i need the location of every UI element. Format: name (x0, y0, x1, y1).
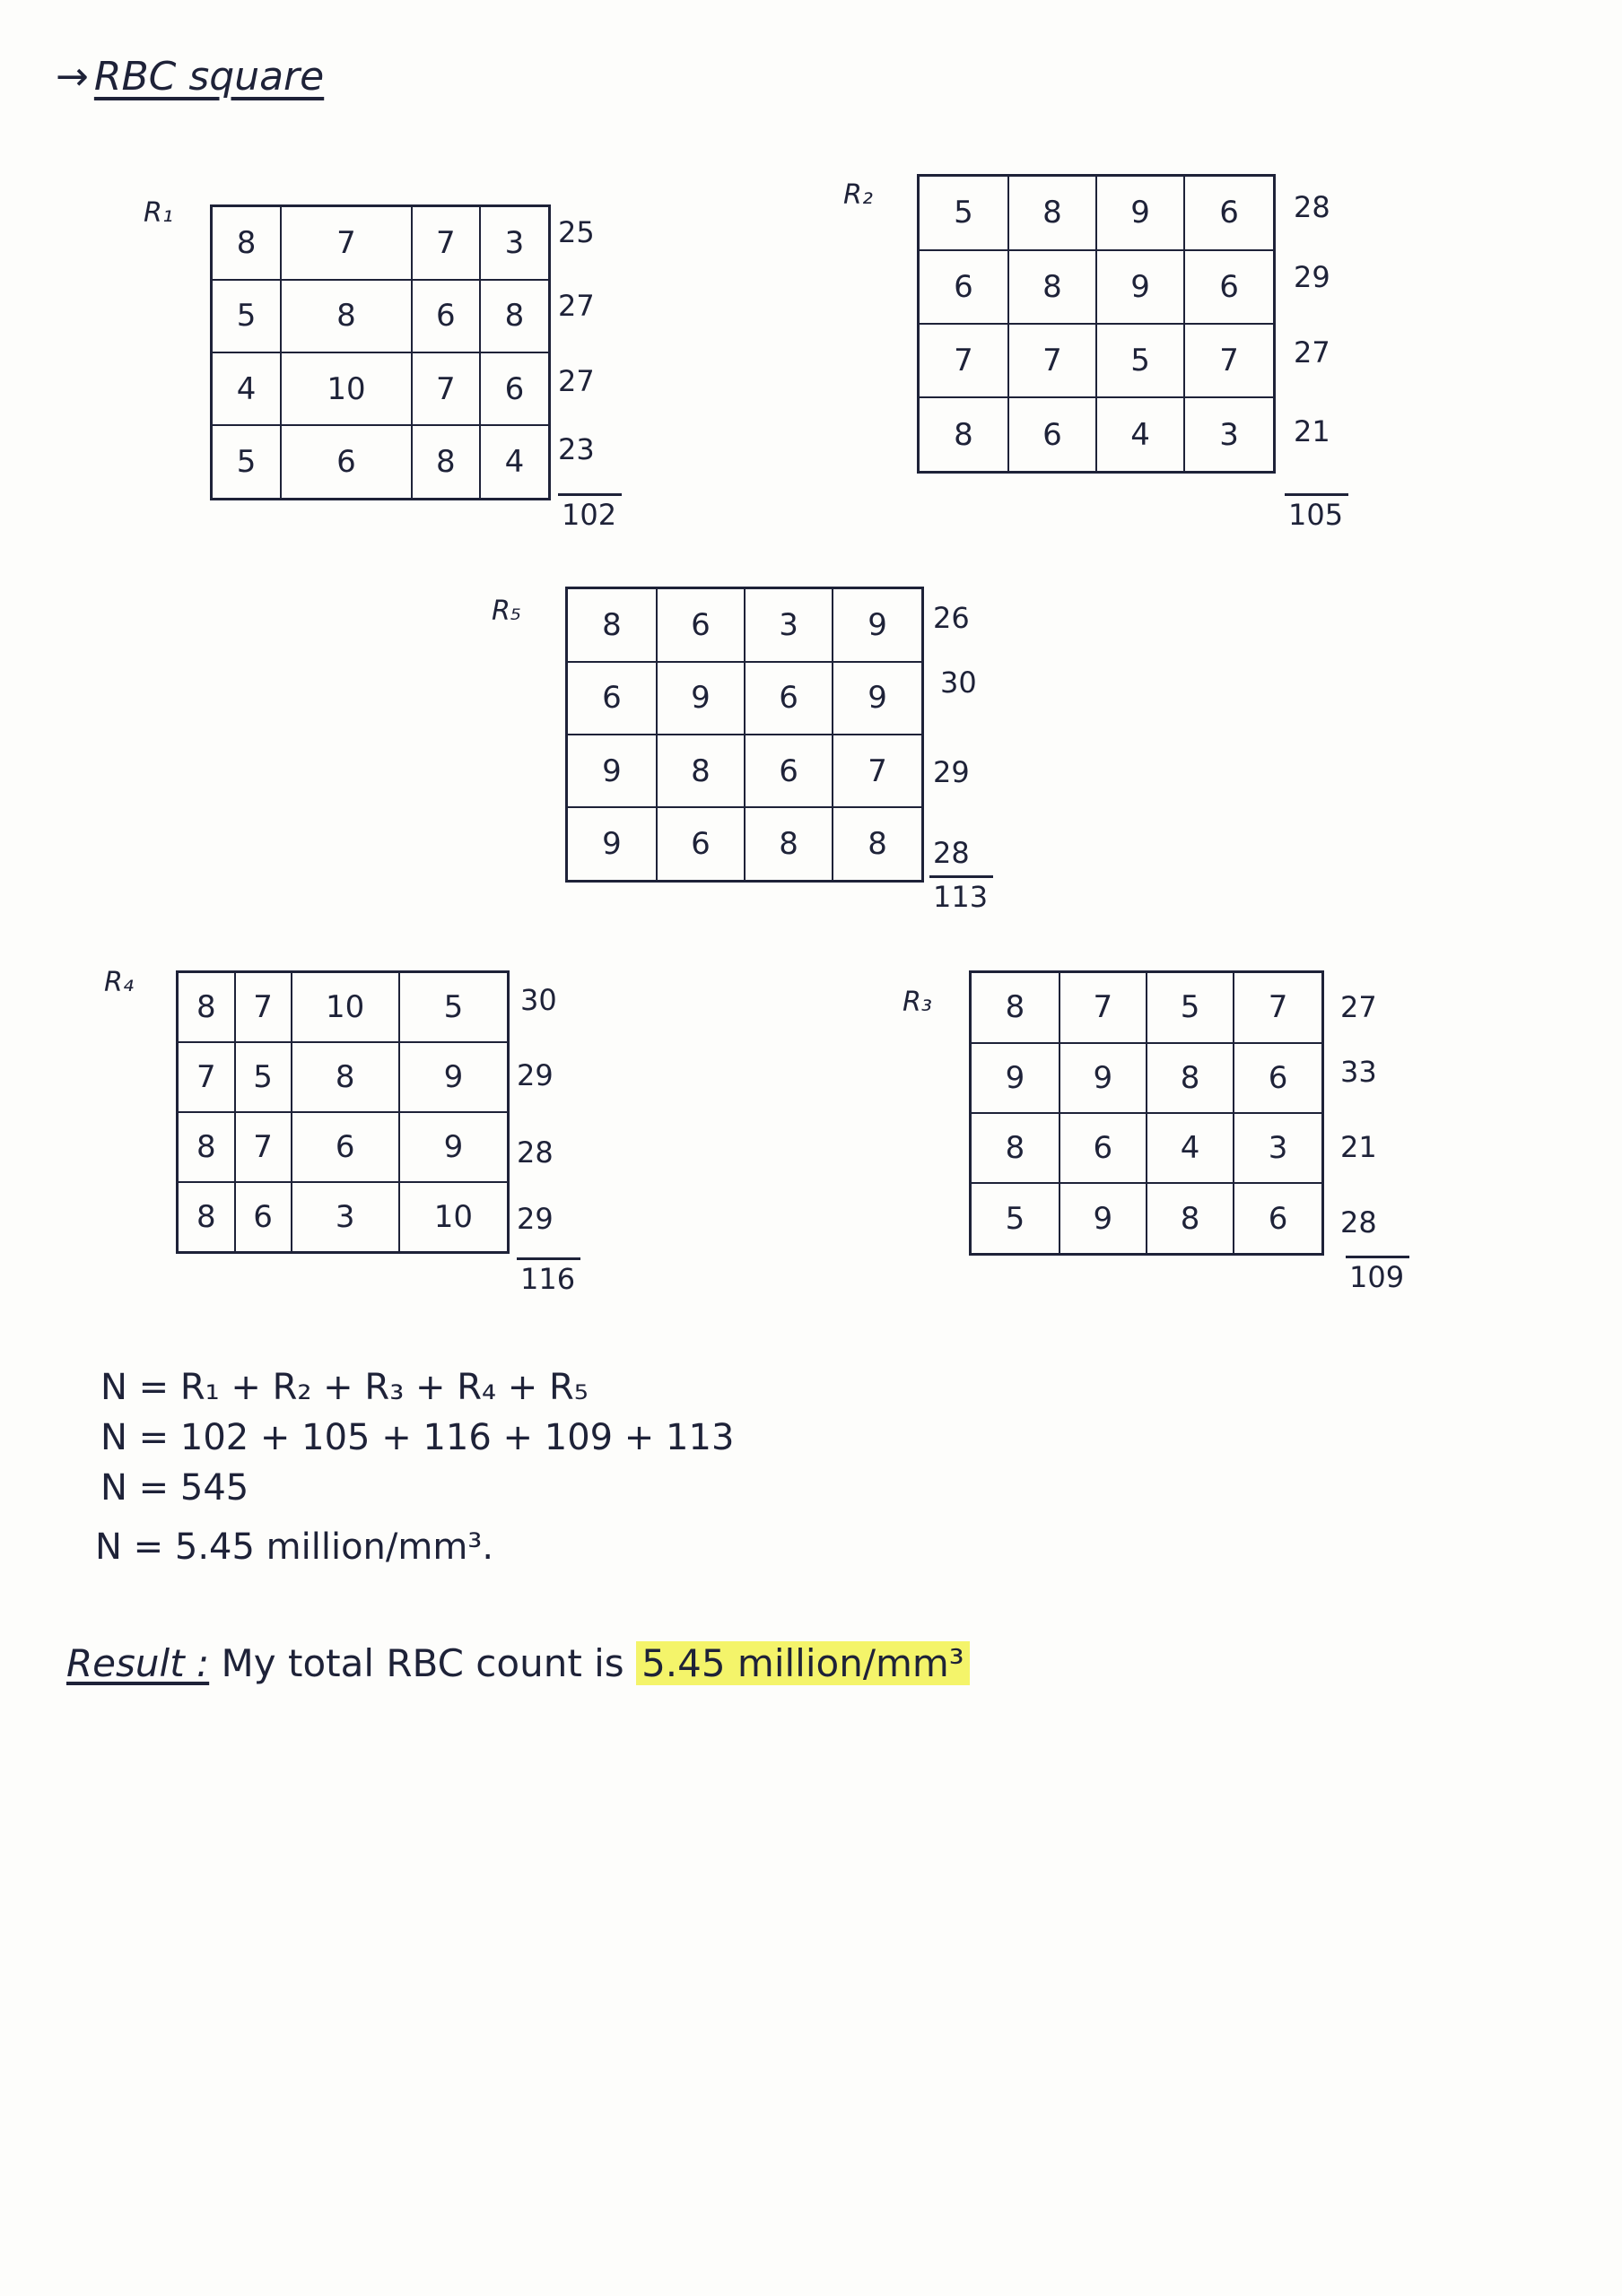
grid-cell: 6 (1234, 1183, 1322, 1254)
grid-cell: 6 (292, 1112, 399, 1182)
grid-total: 109 (1346, 1256, 1409, 1294)
row-sum: 28 (1340, 1205, 1377, 1239)
grid-cell: 8 (1008, 176, 1096, 250)
count-grid-r5 (565, 587, 924, 883)
grid-cell: 9 (1060, 1183, 1147, 1254)
grid-cell: 7 (412, 352, 480, 425)
row-sum: 28 (933, 836, 970, 870)
grid-label-r4: R₄ (104, 967, 134, 998)
calculation-line-2: N = 102 + 105 + 116 + 109 + 113 (100, 1417, 735, 1458)
grid-cell: 8 (567, 588, 657, 662)
result-text: My total RBC count is (221, 1641, 624, 1685)
count-grid-r3 (969, 970, 1324, 1256)
grid-cell: 5 (919, 176, 1008, 250)
grid-cell: 7 (1184, 324, 1274, 397)
grid-cell: 6 (567, 662, 657, 735)
grid-cell: 9 (833, 662, 922, 735)
grid-cell: 9 (399, 1112, 509, 1182)
grid-cell: 3 (1184, 397, 1274, 472)
row-sum: 29 (517, 1058, 554, 1092)
grid-cell: 5 (235, 1042, 292, 1112)
grid-label-r5: R₅ (492, 596, 521, 627)
grid-cell: 8 (212, 206, 282, 280)
grid-total: 105 (1285, 493, 1348, 532)
grid-cell: 8 (1147, 1183, 1234, 1254)
grid-cell: 7 (412, 206, 480, 280)
grid-cell: 6 (1234, 1043, 1322, 1113)
grid-cell: 6 (1008, 397, 1096, 472)
grid-label-r3: R₃ (903, 987, 932, 1018)
row-sum: 21 (1340, 1130, 1377, 1164)
grid-cell: 4 (212, 352, 282, 425)
calculation-line-4: N = 5.45 million/mm³. (95, 1526, 494, 1568)
grid-cell: 6 (412, 280, 480, 352)
grid-cell: 9 (833, 588, 922, 662)
grid-cell: 8 (833, 807, 922, 881)
grid-cell: 9 (1060, 1043, 1147, 1113)
table-row (212, 352, 550, 425)
grid-cell: 9 (1096, 176, 1184, 250)
grid-label-r2: R₂ (843, 179, 873, 211)
grid-cell: 6 (919, 250, 1008, 324)
grid-cell: 4 (1096, 397, 1184, 472)
table-row (178, 1042, 509, 1112)
table-row (567, 662, 923, 735)
row-sum: 29 (517, 1202, 554, 1236)
grid-cell: 8 (1008, 250, 1096, 324)
calculation-line-3: N = 545 (100, 1467, 249, 1509)
grid-cell: 5 (971, 1183, 1060, 1254)
grid-cell: 8 (281, 280, 412, 352)
row-sum: 26 (933, 601, 970, 635)
table-row (178, 1112, 509, 1182)
grid-cell: 4 (1147, 1113, 1234, 1183)
row-sum: 30 (520, 983, 557, 1017)
grid-cell: 7 (919, 324, 1008, 397)
grid-cell: 6 (745, 735, 833, 807)
grid-cell: 3 (480, 206, 550, 280)
row-sum: 25 (558, 215, 595, 249)
table-row (919, 250, 1275, 324)
table-row (178, 972, 509, 1043)
grid-cell: 4 (480, 425, 550, 499)
table-row (971, 1043, 1323, 1113)
grid-cell: 9 (567, 807, 657, 881)
grid-cell: 6 (1184, 250, 1274, 324)
grid-cell: 10 (281, 352, 412, 425)
grid-cell: 8 (1147, 1043, 1234, 1113)
row-sum: 27 (558, 364, 595, 398)
row-sum: 33 (1340, 1055, 1377, 1089)
row-sum: 27 (1340, 990, 1377, 1024)
grid-cell: 6 (480, 352, 550, 425)
row-sum: 28 (517, 1135, 554, 1170)
grid-cell: 6 (657, 588, 745, 662)
row-sum: 29 (933, 755, 970, 789)
row-sum: 30 (940, 665, 977, 700)
row-sum: 23 (558, 432, 595, 466)
count-grid-r1 (210, 204, 551, 500)
grid-cell: 7 (1234, 972, 1322, 1043)
grid-cell: 8 (745, 807, 833, 881)
page-title: → RBC square (56, 54, 325, 100)
table-row (919, 397, 1275, 472)
grid-total: 102 (558, 493, 622, 532)
grid-cell: 8 (412, 425, 480, 499)
result-label: Result : (66, 1641, 210, 1685)
grid-cell: 9 (971, 1043, 1060, 1113)
grid-cell: 3 (745, 588, 833, 662)
grid-cell: 6 (235, 1182, 292, 1253)
table-row (919, 324, 1275, 397)
table-row (971, 1113, 1323, 1183)
grid-cell: 10 (292, 972, 399, 1043)
table-row (567, 735, 923, 807)
row-sum: 27 (1294, 335, 1330, 370)
grid-cell: 5 (399, 972, 509, 1043)
table-row (919, 176, 1275, 250)
table-row (567, 807, 923, 881)
grid-cell: 7 (235, 972, 292, 1043)
result-line (66, 1641, 970, 1685)
grid-cell: 5 (1096, 324, 1184, 397)
table-row (212, 280, 550, 352)
grid-cell: 8 (919, 397, 1008, 472)
grid-cell: 6 (1060, 1113, 1147, 1183)
table-row (212, 206, 550, 280)
grid-cell: 7 (281, 206, 412, 280)
arrow-right-icon: → (56, 54, 89, 100)
grid-cell: 8 (971, 1113, 1060, 1183)
calculation-line-1: N = R₁ + R₂ + R₃ + R₄ + R₅ (100, 1367, 589, 1408)
table-row (212, 425, 550, 499)
table-row (178, 1182, 509, 1253)
grid-cell: 6 (745, 662, 833, 735)
row-sum: 29 (1294, 260, 1330, 294)
grid-cell: 6 (1184, 176, 1274, 250)
table-row (971, 1183, 1323, 1254)
grid-cell: 6 (281, 425, 412, 499)
row-sum: 27 (558, 289, 595, 323)
grid-cell: 8 (178, 972, 235, 1043)
grid-cell: 8 (657, 735, 745, 807)
row-sum: 28 (1294, 190, 1330, 224)
grid-cell: 5 (212, 280, 282, 352)
row-sum: 21 (1294, 414, 1330, 448)
grid-total: 113 (929, 875, 993, 914)
grid-cell: 7 (833, 735, 922, 807)
grid-cell: 9 (567, 735, 657, 807)
grid-cell: 9 (657, 662, 745, 735)
result-value: 5.45 million/mm³ (636, 1641, 970, 1685)
grid-cell: 7 (235, 1112, 292, 1182)
grid-total: 116 (517, 1257, 580, 1296)
grid-label-r1: R₁ (144, 197, 173, 229)
grid-cell: 3 (1234, 1113, 1322, 1183)
grid-cell: 9 (1096, 250, 1184, 324)
grid-cell: 6 (657, 807, 745, 881)
grid-cell: 8 (971, 972, 1060, 1043)
grid-cell: 7 (1008, 324, 1096, 397)
count-grid-r2 (917, 174, 1276, 474)
grid-cell: 8 (178, 1182, 235, 1253)
grid-cell: 7 (178, 1042, 235, 1112)
grid-cell: 3 (292, 1182, 399, 1253)
grid-cell: 9 (399, 1042, 509, 1112)
table-row (971, 972, 1323, 1043)
grid-cell: 5 (1147, 972, 1234, 1043)
grid-cell: 8 (292, 1042, 399, 1112)
count-grid-r4 (176, 970, 510, 1254)
grid-cell: 8 (178, 1112, 235, 1182)
table-row (567, 588, 923, 662)
grid-cell: 8 (480, 280, 550, 352)
grid-cell: 5 (212, 425, 282, 499)
grid-cell: 7 (1060, 972, 1147, 1043)
grid-cell: 10 (399, 1182, 509, 1253)
